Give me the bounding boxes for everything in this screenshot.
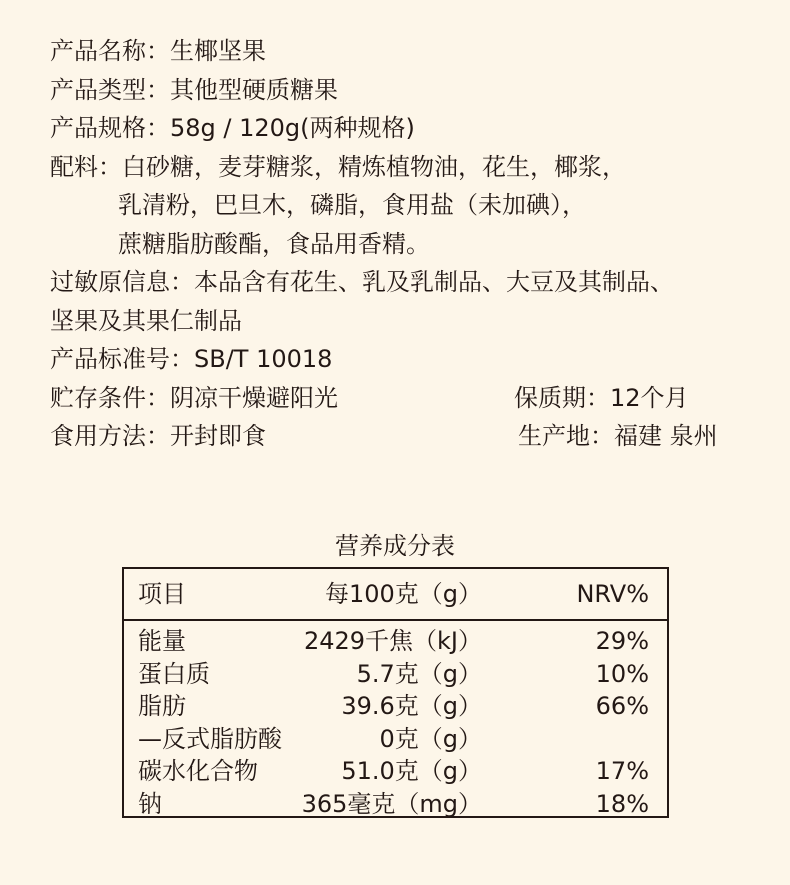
nutrient-nrv: 66% [595, 692, 649, 720]
ingredients-line-2: 乳清粉，巴旦木，磷脂，食用盐（未加碘）， [118, 191, 586, 219]
nutrient-amount: 365毫克（mg） [301, 789, 482, 818]
product-info [50, 32, 770, 456]
usage-row [50, 417, 770, 456]
nutrient-name: 能量 [138, 627, 186, 655]
product-name: 产品名称：生椰坚果 [50, 37, 266, 65]
nutrient-name: —反式脂肪酸 [138, 724, 282, 753]
header-item: 项目 [138, 580, 186, 608]
nutrient-amount: 5.7克（g） [356, 659, 482, 688]
storage-row [50, 379, 770, 418]
nutrient-nrv: 29% [595, 627, 649, 655]
nutrition-header [124, 569, 667, 621]
table-row [124, 658, 667, 691]
table-row [124, 755, 667, 788]
nutrient-amount: 51.0克（g） [341, 757, 482, 785]
nutrient-name: 钠 [138, 789, 162, 818]
nutrient-amount: 0克（g） [379, 724, 482, 753]
nutrient-nrv: 10% [595, 659, 649, 688]
shelf-life: 保质期：12个月 [514, 383, 689, 412]
nutrient-amount: 2429千焦（kJ） [303, 627, 482, 655]
nutrient-nrv: 17% [595, 757, 649, 785]
usage-method: 食用方法：开封即食 [50, 422, 266, 450]
table-row [124, 723, 667, 756]
header-amount: 每100克（g） [324, 580, 482, 608]
nutrition-title: 营养成分表 [335, 532, 455, 560]
nutrition-table [122, 567, 669, 818]
origin: 生产地：福建 泉州 [518, 422, 718, 450]
nutrient-name: 蛋白质 [138, 659, 210, 688]
nutrient-nrv: 18% [595, 789, 649, 818]
product-type: 产品类型：其他型硬质糖果 [50, 75, 338, 104]
product-standard: 产品标准号：SB/T 10018 [50, 345, 333, 373]
table-row [124, 625, 667, 658]
ingredients-line-3: 蔗糖脂肪酸酯，食品用香精。 [118, 229, 430, 258]
nutrient-name: 碳水化合物 [138, 757, 258, 785]
storage-condition: 贮存条件：阴凉干燥避阳光 [50, 383, 338, 412]
table-row [124, 690, 667, 723]
nutrient-amount: 39.6克（g） [341, 692, 482, 720]
product-spec: 产品规格：58g / 120g(两种规格) [50, 114, 415, 142]
ingredients-line-1: 配料：白砂糖，麦芽糖浆，精炼植物油，花生，椰浆， [50, 152, 626, 181]
table-row [124, 788, 667, 821]
header-nrv: NRV% [576, 580, 649, 608]
allergen-line-2: 坚果及其果仁制品 [50, 306, 242, 335]
allergen-line-1: 过敏原信息：本品含有花生、乳及乳制品、大豆及其制品、 [50, 268, 674, 296]
nutrient-name: 脂肪 [138, 692, 186, 720]
nutrition-body [124, 621, 667, 820]
